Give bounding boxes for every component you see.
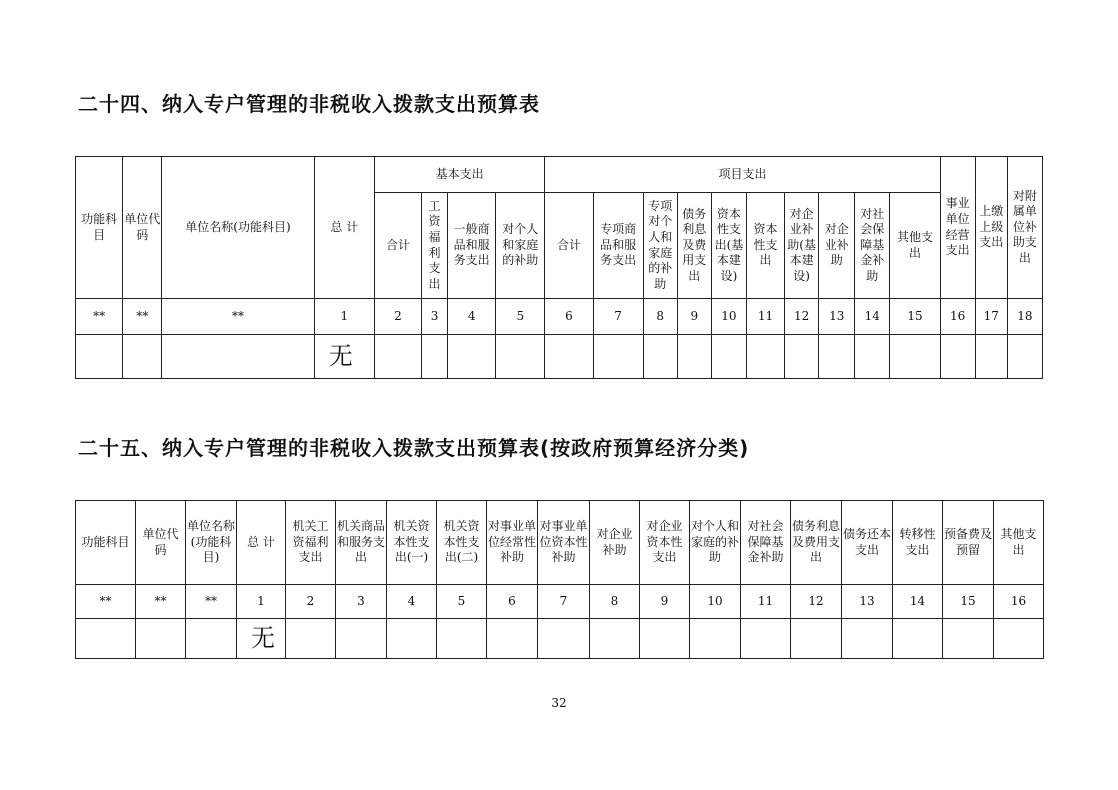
basic-col: 合计: [374, 193, 421, 299]
header-cell: 机关资本性支出(二): [437, 501, 487, 585]
empty-cell: [336, 619, 387, 659]
col-number: 8: [590, 585, 640, 619]
header-cell: 对事业单位经常性补助: [487, 501, 538, 585]
col-number: 10: [690, 585, 741, 619]
header-cell: 机关资本性支出(一): [387, 501, 437, 585]
empty-cell: [136, 619, 186, 659]
col-number: 7: [538, 585, 590, 619]
empty-cell: [855, 335, 890, 379]
empty-cell: [994, 619, 1044, 659]
table24: [75, 156, 1043, 379]
empty-cell: [590, 619, 640, 659]
header-cell: 债务利息及费用支出: [791, 501, 842, 585]
empty-cell: [76, 335, 123, 379]
empty-cell: [690, 619, 741, 659]
col-number: 4: [448, 299, 496, 335]
project-col: 合计: [545, 193, 593, 299]
empty-cell: [496, 335, 545, 379]
col-number: 13: [842, 585, 893, 619]
empty-cell: [842, 619, 893, 659]
header-cell: 功能科目: [76, 501, 136, 585]
col-number: 10: [711, 299, 746, 335]
star-cell: **: [162, 299, 314, 335]
col-number: 9: [640, 585, 690, 619]
empty-cell: [741, 619, 791, 659]
project-col: 其他支出: [890, 193, 940, 299]
project-col: 对企业补助: [819, 193, 855, 299]
empty-cell: [819, 335, 855, 379]
empty-cell: [538, 619, 590, 659]
project-col: 对社会保障基金补助: [855, 193, 890, 299]
header-basic: 基本支出: [374, 157, 545, 193]
col-number: 15: [890, 299, 940, 335]
empty-cell: [943, 619, 994, 659]
header-cell: 其他支出: [994, 501, 1044, 585]
col-number: 14: [893, 585, 943, 619]
header-cell: 机关商品和服务支出: [336, 501, 387, 585]
col-number: 3: [336, 585, 387, 619]
empty-cell: [746, 335, 784, 379]
project-col: 资本性支出: [746, 193, 784, 299]
col-number: 17: [975, 299, 1007, 335]
empty-cell: [437, 619, 487, 659]
col-number: 5: [437, 585, 487, 619]
col-number: 2: [374, 299, 421, 335]
empty-cell: [162, 335, 314, 379]
empty-cell: [785, 335, 819, 379]
col-number: 16: [994, 585, 1044, 619]
empty-cell: [76, 619, 136, 659]
table24-title: 二十四、纳入专户管理的非税收入拨款支出预算表: [78, 92, 540, 116]
col-number: 4: [387, 585, 437, 619]
header-sub: 对附属单位补助支出: [1007, 157, 1042, 299]
table25: [75, 500, 1044, 659]
star-cell: **: [76, 585, 136, 619]
header-cell: 对企业资本性支出: [640, 501, 690, 585]
empty-cell: [643, 335, 677, 379]
empty-cell: [448, 335, 496, 379]
col-number: 1: [237, 585, 286, 619]
header-project: 项目支出: [545, 157, 940, 193]
empty-cell: [123, 335, 162, 379]
col-number: 16: [940, 299, 975, 335]
header-code: 单位代码: [123, 157, 162, 299]
page-number: 32: [551, 696, 567, 710]
empty-cell: [487, 619, 538, 659]
header-biz: 事业单位经营支出: [940, 157, 975, 299]
col-number: 7: [593, 299, 643, 335]
col-number: 12: [791, 585, 842, 619]
empty-cell: [387, 619, 437, 659]
header-cell: 对个人和家庭的补助: [690, 501, 741, 585]
basic-col: 一般商品和服务支出: [448, 193, 496, 299]
project-col: 专项商品和服务支出: [593, 193, 643, 299]
col-number: 15: [943, 585, 994, 619]
header-upper: 上缴上级支出: [975, 157, 1007, 299]
header-cell: 债务还本支出: [842, 501, 893, 585]
col-number: 13: [819, 299, 855, 335]
empty-cell: [374, 335, 421, 379]
empty-cell: [711, 335, 746, 379]
header-cell: 总 计: [237, 501, 286, 585]
header-cell: 对社会保障基金补助: [741, 501, 791, 585]
project-col: 资本性支出(基本建设): [711, 193, 746, 299]
none-value: 无: [314, 335, 374, 379]
star-cell: **: [123, 299, 162, 335]
col-number: 14: [855, 299, 890, 335]
empty-cell: [893, 619, 943, 659]
header-cell: 机关工资福利支出: [286, 501, 336, 585]
col-number: 6: [545, 299, 593, 335]
header-func: 功能科目: [76, 157, 123, 299]
header-cell: 单位名称(功能科目): [186, 501, 237, 585]
table25-title: 二十五、纳入专户管理的非税收入拨款支出预算表(按政府预算经济分类): [78, 436, 750, 460]
col-number: 6: [487, 585, 538, 619]
col-number: 2: [286, 585, 336, 619]
header-name: 单位名称(功能科目): [162, 157, 314, 299]
header-cell: 对企业补助: [590, 501, 640, 585]
col-number: 5: [496, 299, 545, 335]
empty-cell: [677, 335, 711, 379]
header-cell: 转移性支出: [893, 501, 943, 585]
star-cell: **: [76, 299, 123, 335]
star-cell: **: [136, 585, 186, 619]
empty-cell: [940, 335, 975, 379]
header-total: 总 计: [314, 157, 374, 299]
empty-cell: [975, 335, 1007, 379]
empty-cell: [791, 619, 842, 659]
none-value: 无: [237, 619, 286, 659]
basic-col: 工资福利支出: [422, 193, 448, 299]
empty-cell: [545, 335, 593, 379]
col-number: 12: [785, 299, 819, 335]
col-number: 8: [643, 299, 677, 335]
empty-cell: [640, 619, 690, 659]
basic-col: 对个人和家庭的补助: [496, 193, 545, 299]
col-number: 1: [314, 299, 374, 335]
col-number: 3: [422, 299, 448, 335]
col-number: 11: [741, 585, 791, 619]
project-col: 债务利息及费用支出: [677, 193, 711, 299]
col-number: 18: [1007, 299, 1042, 335]
header-cell: 预备费及预留: [943, 501, 994, 585]
col-number: 11: [746, 299, 784, 335]
empty-cell: [422, 335, 448, 379]
empty-cell: [890, 335, 940, 379]
empty-cell: [593, 335, 643, 379]
header-cell: 单位代码: [136, 501, 186, 585]
project-col: 专项对个人和家庭的补助: [643, 193, 677, 299]
project-col: 对企业补助(基本建设): [785, 193, 819, 299]
col-number: 9: [677, 299, 711, 335]
empty-cell: [1007, 335, 1042, 379]
empty-cell: [186, 619, 237, 659]
empty-cell: [286, 619, 336, 659]
header-cell: 对事业单位资本性补助: [538, 501, 590, 585]
star-cell: **: [186, 585, 237, 619]
